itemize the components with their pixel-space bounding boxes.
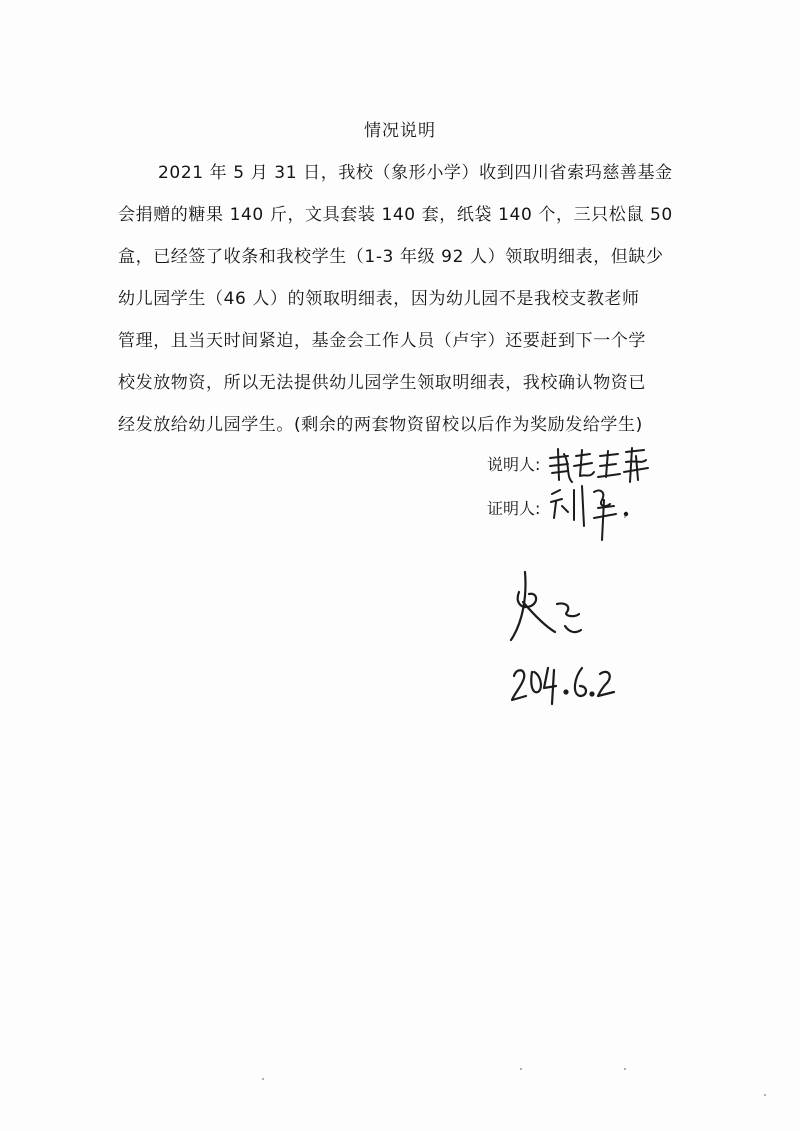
approver-signature xyxy=(505,566,595,646)
witness-signature xyxy=(548,484,638,544)
paragraph-line-1: 2021 年 5 月 31 日，我校（象形小学）收到四川省索玛慈善基金 xyxy=(158,163,673,183)
paragraph-line-6: 校发放物资，所以无法提供幼儿园学生领取明细表，我校确认物资已 xyxy=(118,373,646,393)
scan-speck xyxy=(624,516,626,518)
page-title: 情况说明 xyxy=(364,121,436,141)
scan-speck xyxy=(764,1094,766,1096)
explainer-signature xyxy=(546,446,656,486)
explainer-label: 说明人: xyxy=(487,455,541,474)
scan-speck xyxy=(624,1068,626,1070)
paragraph-line-5: 管理，且当天时间紧迫，基金会工作人员（卢宇）还要赶到下一个学 xyxy=(118,331,646,351)
witness-label: 证明人: xyxy=(487,499,541,518)
handwritten-date xyxy=(508,658,618,708)
scan-speck xyxy=(520,1068,522,1070)
paragraph-line-3: 盒，已经签了收条和我校学生（1-3 年级 92 人）领取明细表，但缺少 xyxy=(118,247,664,267)
paragraph-line-7: 经发放给幼儿园学生。(剩余的两套物资留校以后作为奖励发给学生) xyxy=(118,415,643,435)
paragraph-line-2: 会捐赠的糖果 140 斤，文具套装 140 套，纸袋 140 个，三只松鼠 50 xyxy=(118,205,673,225)
paragraph-line-4: 幼儿园学生（46 人）的领取明细表，因为幼儿园不是我校支教老师 xyxy=(118,289,640,309)
scan-speck xyxy=(262,1078,264,1080)
